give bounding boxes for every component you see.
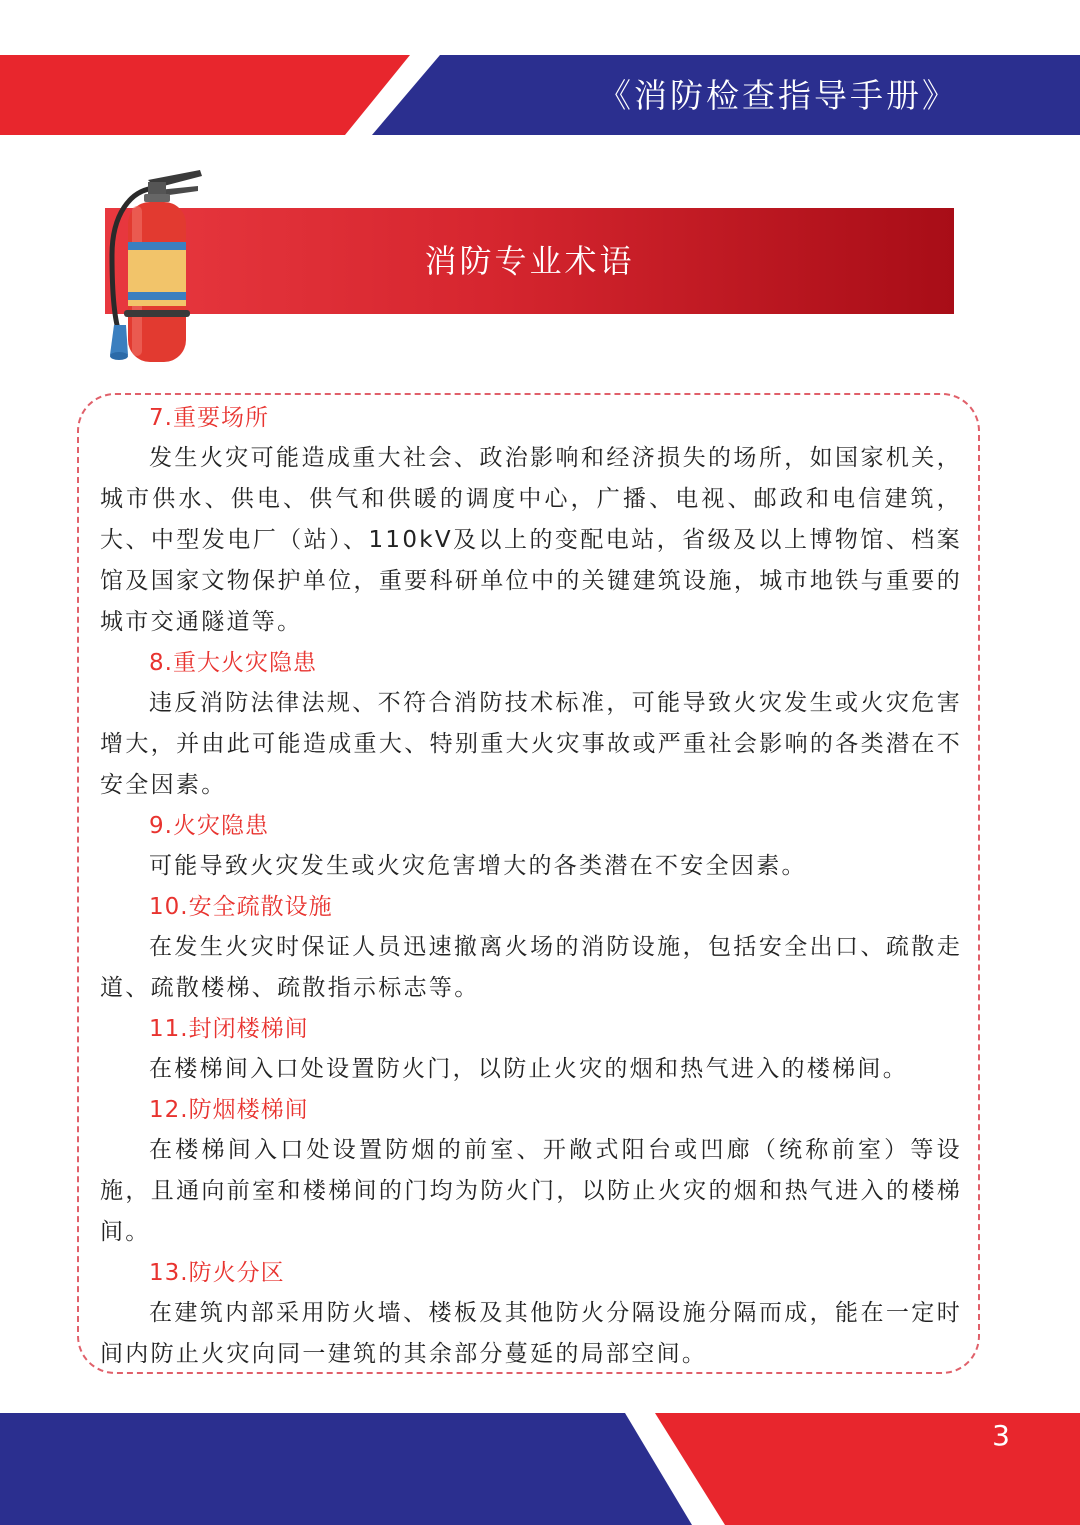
term-heading: 7.重要场所 [149,405,269,431]
term-body: 在建筑内部采用防火墙、楼板及其他防火分隔设施分隔而成，能在一定时间内防止火灾向同一建筑的其余部分蔓延的局部空间。 [100,1300,962,1367]
bottom-banner [0,1410,1080,1525]
term-body: 可能导致火灾发生或火灾危害增大的各类潜在不安全因素。 [149,853,807,879]
bottom-red-stripe [655,1413,1080,1525]
term-item [100,806,962,887]
term-heading: 11.封闭楼梯间 [149,1016,309,1042]
term-body: 在发生火灾时保证人员迅速撤离火场的消防设施，包括安全出口、疏散走道、疏散楼梯、疏散指示标志等。 [100,934,962,1001]
section-title-bar [105,208,954,314]
term-item [100,887,962,1009]
term-heading: 9.火灾隐患 [149,813,269,839]
term-body: 在楼梯间入口处设置防火门，以防止火灾的烟和热气进入的楼梯间。 [149,1056,908,1082]
term-item [100,643,962,806]
term-heading: 12.防烟楼梯间 [149,1097,309,1123]
term-item [100,1009,962,1090]
term-heading: 13.防火分区 [149,1260,285,1286]
fire-extinguisher-icon [100,160,210,368]
bottom-blue-stripe [0,1413,692,1525]
section-title: 消防专业术语 [424,242,635,280]
term-body: 发生火灾可能造成重大社会、政治影响和经济损失的场所，如国家机关，城市供水、供电、供气和供暖的调度中心，广播、电视、邮政和电信建筑，大、中型发电厂（站）、110kV及以上的变配电站，省级及以上博物馆、档案馆及国家文物保护单位，重要科研单位中的关键建筑设施，城市地铁与重要的城市交通隧道等。 [100,445,962,635]
term-item [100,1253,962,1375]
term-item [100,1090,962,1253]
term-item [100,398,962,643]
top-red-stripe [0,55,410,135]
term-body: 在楼梯间入口处设置防烟的前室、开敞式阳台或凹廊（统称前室）等设施，且通向前室和楼梯间的门均为防火门，以防止火灾的烟和热气进入的楼梯间。 [100,1137,962,1245]
document-title: 《消防检查指导手册》 [598,76,958,115]
term-body: 违反消防法律法规、不符合消防技术标准，可能导致火灾发生或火灾危害增大，并由此可能造成重大、特别重大火灾事故或严重社会影响的各类潜在不安全因素。 [100,690,962,798]
terms-list [100,398,962,1375]
term-heading: 8.重大火灾隐患 [149,650,317,676]
term-heading: 10.安全疏散设施 [149,894,333,920]
page-number: 3 [992,1419,1010,1452]
